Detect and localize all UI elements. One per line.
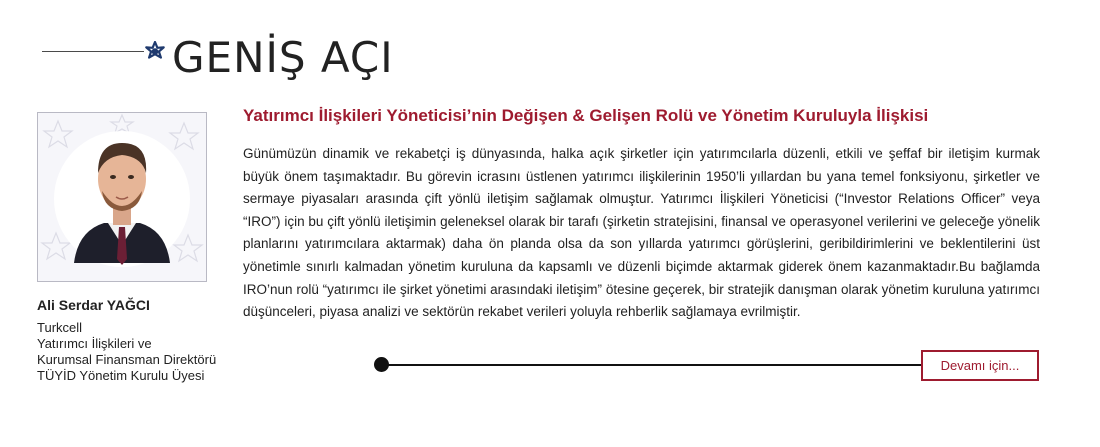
article-body: Günümüzün dinamik ve rekabetçi iş dünyasında, halka açık şirketler için yatırımcılarla düzenli, etkili ve şeffaf bir iletişim kurmak büyük önem taşımaktadır. Bu görevin icrasını üstlenen yatırımcı ilişkilerinin 1950’li yıllardan bu yana temel fonksiyonu, şirketler ve sermaye piyasaları arasında çift yönlü iletişim sağlamak olmuştur. Yatırımcı İlişkileri Yöneticisi (“Investor Relations Officer” veya “IRO”) için bu çift yönlü iletişimin geleneksel olarak bir tarafı (şirketin stratejisini, finansal ve operasyonel verilerini ve geleceğe yönelik planlarını yatırımcılara aktarmak) daha ön planda olsa da son yıllarda yatırımcı görüşlerini, geribildirimlerini ve beklentilerini üst yönetimle sınırlı kalmadan yönetim kuruluna da kapsamlı ve düzenli biçimde aktarmak giderek önem kazanmaktadır.Bu bağlamda IRO’nun rolü “yatırımcı ile şirket yönetimi arasındaki iletişim” ötesine geçerek, bir stratejik danışman olarak yönetim kuruluna yatırımcı düşünceleri, piyasa analizi ve sektörün rekabet verileri yoluyla rehberlik sağlamaya evrilmiştir. bbox=[243, 146, 1040, 320]
author-role-line-1: Yatırımcı İlişkileri ve bbox=[37, 336, 152, 351]
author-name: Ali Serdar YAĞCI bbox=[37, 297, 150, 313]
author-role-line-2: Kurumsal Finansman Direktörü bbox=[37, 352, 217, 367]
section-title: GENİŞ AÇI bbox=[172, 33, 394, 82]
author-company: Turkcell bbox=[37, 320, 83, 335]
read-more-button[interactable]: Devamı için... bbox=[921, 350, 1039, 381]
author-photo bbox=[37, 112, 207, 282]
timeline-rule bbox=[386, 364, 921, 366]
article-title: Yatırımcı İlişkileri Yöneticisi’nin Değişen & Gelişen Rolü ve Yönetim Kuruluyla İlişkisi bbox=[243, 106, 929, 125]
author-board-role: TÜYİD Yönetim Kurulu Üyesi bbox=[37, 368, 205, 383]
author-affiliation bbox=[37, 320, 216, 384]
star-icon bbox=[144, 41, 166, 63]
header-rule bbox=[42, 51, 144, 52]
